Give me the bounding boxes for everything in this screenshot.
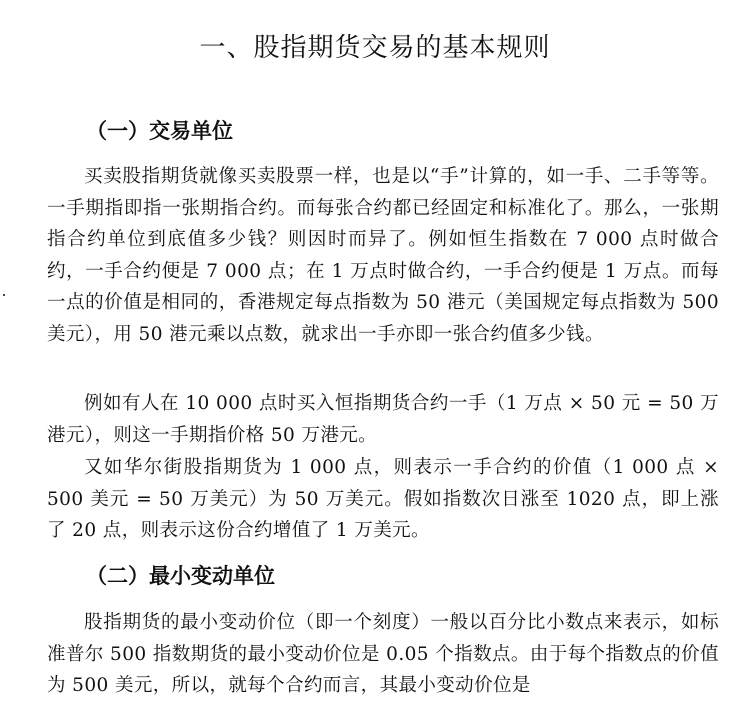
paragraph-trading-unit-example-2: 又如华尔街股指期货为 1 000 点，则表示一手合约的价值（1 000 点 × 500 美元 = 50 万美元）为 50 万美元。假如指数次日涨至 1020 点，即上涨了 20 点，则表示这份合约增值了 1 万美元。 [47,457,719,542]
margin-mark [3,294,5,296]
paragraph-trading-unit-intro: 买卖股指期货就像买卖股票一样，也是以“手”计算的，如一手、二手等等。一手期指即指一张期指合约。而每张合约都已经固定和标准化了。那么，一张期指合约单位到底值多少钱？则因时而异了。例如恒生指数在 7 000 点时做合约，一手合约便是 7 000 点；在 1 万点时做合约，一手合约便是 1 万点。而每一点的价值是相同的，香港规定每点指数为 50 港元（美国规定每点指数为 500 美元），用 50 港元乘以点数，就求出一手亦即一张合约值多少钱。 [47,166,719,345]
paragraph-trading-unit-example-1: 例如有人在 10 000 点时买入恒指期货合约一手（1 万点 × 50 元 = 50 万港元），则这一手期指价格 50 万港元。 [47,393,719,446]
paragraph-min-change-unit: 股指期货的最小变动价位（即一个刻度）一般以百分比小数点来表示，如标准普尔 500 指数期货的最小变动价位是 0.05 个指数点。由于每个指数点的价值为 500 美元，所以，就每个合约而言，其最小变动价位是 [47,612,719,697]
section-heading-trading-unit: （一）交易单位 [86,119,233,143]
section-heading-min-change-unit: （二）最小变动单位 [86,564,275,588]
page-title: 一、股指期货交易的基本规则 [199,33,551,63]
